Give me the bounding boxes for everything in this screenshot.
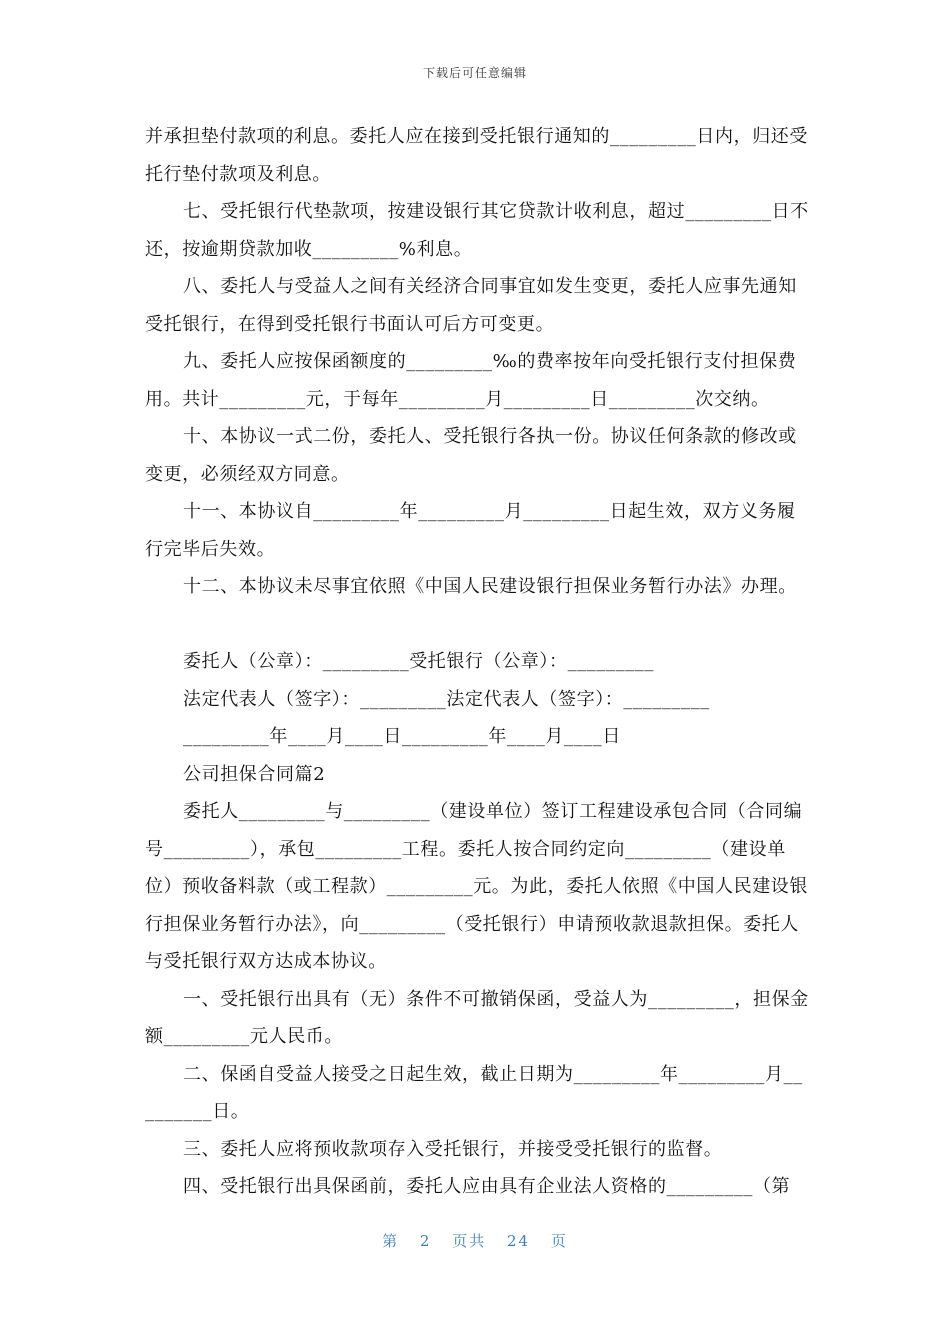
paragraph: 四、受托银行出具保函前，委托人应由具有企业法人资格的_________（第 bbox=[183, 1176, 791, 1197]
paragraph: 七、受托银行代垫款项，按建设银行其它贷款计收利息，超过_________日不还，按逾期贷款加收_________%利息。 bbox=[145, 201, 809, 260]
page-label: 第 bbox=[382, 1232, 400, 1250]
paragraph: 三、委托人应将预收款项存入受托银行，并接受受托银行的监督。 bbox=[183, 1138, 723, 1160]
section-title: 公司担保合同篇2 bbox=[183, 763, 326, 785]
signature-line-representative: 法定代表人（签字）：_________法定代表人（签字）：_________ bbox=[183, 688, 710, 710]
page-suffix: 页 bbox=[550, 1232, 568, 1250]
paragraph: 二、保函自受益人接受之日起生效，截止日期为_________年_________月_________日。 bbox=[145, 1063, 803, 1122]
paragraph: 一、受托银行出具有（无）条件不可撤销保函，受益人为_________，担保金额_________元人民币。 bbox=[145, 988, 809, 1047]
spacer bbox=[145, 606, 810, 644]
signature-line-date: _________年____月____日_________年____月____日 bbox=[183, 726, 621, 747]
paragraph: 委托人_________与_________（建设单位）签订工程建设承包合同（合同编号_________），承包_________工程。委托人按合同约定向_________（建设单位）预收备料款（或工程款）_________元。为此，委托人依照《中国人民建设银行担保业务暂行办法》，向_________（受托银行）申请预收款退款担保。委托人与受托银行双方达成本协议。 bbox=[145, 801, 808, 972]
page-of-label: 页共 bbox=[452, 1232, 487, 1250]
paragraph: 十二、本协议未尽事宜依照《中国人民建设银行担保业务暂行办法》办理。 bbox=[183, 576, 797, 597]
paragraph: 九、委托人应按保函额度的_________‰的费率按年向受托银行支付担保费用。共计_________元，于每年_________月_________日_________次交纳。 bbox=[145, 351, 797, 410]
paragraph: 十一、本协议自_________年_________月_________日起生效，双方义务履行完毕后失效。 bbox=[145, 501, 796, 560]
paragraph: 八、委托人与受益人之间有关经济合同事宜如发生变更，委托人应事先通知受托银行，在得到受托银行书面认可后方可变更。 bbox=[145, 276, 797, 335]
signature-line-seal: 委托人（公章）：_________受托银行（公章）：_________ bbox=[183, 651, 654, 672]
page-footer bbox=[0, 1230, 950, 1251]
paragraph: 十、本协议一式二份，委托人、受托银行各执一份。协议任何条款的修改或变更，必须经双方同意。 bbox=[145, 426, 797, 485]
paragraph: 并承担垫付款项的利息。委托人应在接到受托银行通知的_________日内，归还受托行垫付款项及利息。 bbox=[145, 126, 808, 185]
document-body bbox=[145, 118, 810, 1206]
total-pages: 24 bbox=[507, 1232, 531, 1250]
page-number: 2 bbox=[419, 1232, 432, 1250]
page-header: 下载后可任意编辑 bbox=[422, 66, 527, 80]
